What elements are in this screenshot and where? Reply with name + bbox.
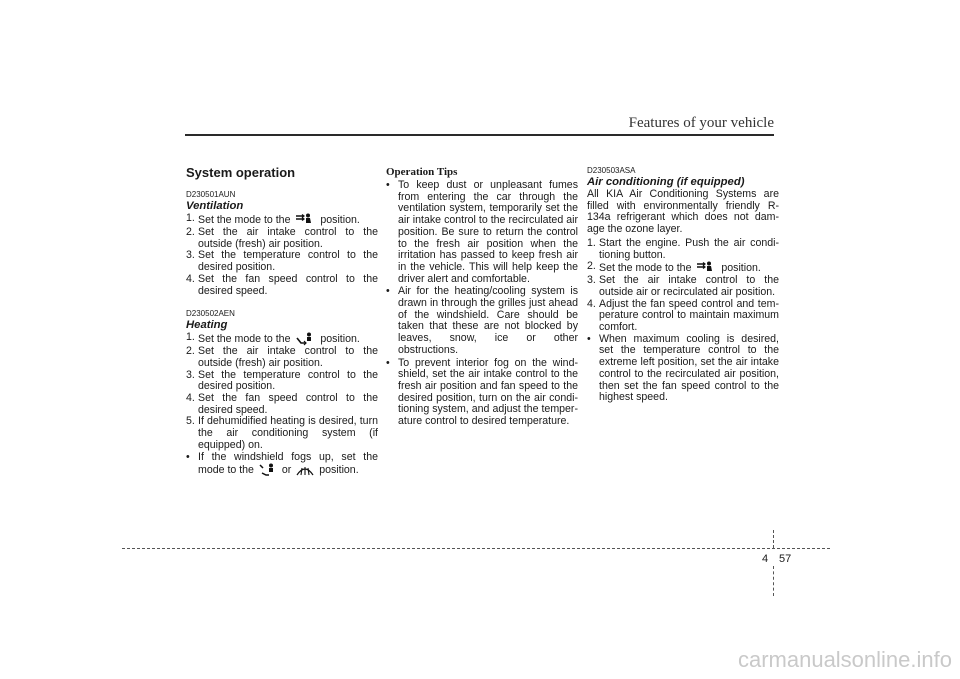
bullet-text: or bbox=[281, 464, 292, 477]
step-number: 2. bbox=[587, 260, 596, 273]
step-number: 3. bbox=[186, 249, 195, 262]
bullet-dot: • bbox=[186, 450, 190, 463]
list-item bbox=[587, 299, 779, 334]
step-number: 4. bbox=[186, 392, 195, 405]
list-item bbox=[386, 286, 578, 356]
bullet-dot: • bbox=[386, 179, 390, 191]
step-text: Set the mode to the bbox=[599, 262, 692, 275]
heating-bullets bbox=[186, 452, 378, 478]
step-text: Set the fan speed control to the desired speed. bbox=[198, 272, 378, 297]
section-title: System operation bbox=[186, 165, 296, 180]
step-number: 2. bbox=[186, 345, 195, 358]
step-text: Set the mode to the bbox=[198, 333, 291, 346]
bullet-text: To prevent interior fog on the wind-shield, set the air intake control to the fresh air position and fan speed to the desired position, turn on the air condi-tioning system, and adjust the temper-ature control to desired temperature. bbox=[398, 356, 578, 428]
step-text: Start the engine. Push the air condi-tioning button. bbox=[599, 236, 779, 261]
step-text: Adjust the fan speed control and tem-perature control to maintain maximum comfort. bbox=[599, 297, 779, 334]
step-text: Set the temperature control to the desired position. bbox=[198, 368, 378, 393]
step-text: position. bbox=[320, 213, 360, 226]
column-left bbox=[186, 166, 378, 477]
tips-title: Operation Tips bbox=[386, 166, 458, 178]
step-number: 3. bbox=[587, 274, 596, 287]
page-number: 57 bbox=[779, 553, 792, 565]
column-middle bbox=[386, 166, 578, 429]
step-number: 1. bbox=[186, 212, 195, 224]
bullet-text: Air for the heating/cooling system is drawn in through the grilles just ahead of the windshield. Care should be taken that these are not blocked by leaves, snow, ice or other obstructions. bbox=[398, 285, 578, 356]
list-item bbox=[186, 332, 378, 346]
floor-defrost-mode-icon bbox=[258, 463, 278, 477]
ac-title: Air conditioning (if equipped) bbox=[587, 176, 745, 188]
heating-title: Heating bbox=[186, 319, 228, 332]
step-number: 2. bbox=[186, 226, 195, 238]
list-item bbox=[587, 261, 779, 275]
heating-steps bbox=[186, 332, 378, 451]
step-number: 4. bbox=[186, 272, 195, 285]
bullet-dot: • bbox=[587, 332, 591, 345]
list-item bbox=[587, 238, 779, 261]
list-item bbox=[186, 274, 378, 297]
list-item bbox=[186, 213, 378, 227]
chapter-number: 4 bbox=[762, 553, 769, 565]
face-vent-mode-icon bbox=[695, 261, 717, 275]
step-number: 1. bbox=[587, 236, 596, 249]
list-item bbox=[186, 250, 378, 273]
step-number: 3. bbox=[186, 368, 195, 381]
step-text: Set the air intake control to the outside (fresh) air position. bbox=[198, 226, 378, 250]
list-item bbox=[386, 180, 578, 285]
step-text: If dehumidified heating is desired, turn the air conditioning system (if equipped) on. bbox=[198, 415, 378, 451]
list-item bbox=[186, 452, 378, 478]
list-item bbox=[587, 275, 779, 298]
ventilation-code: D230501AUN bbox=[186, 190, 236, 199]
column-right bbox=[587, 166, 779, 404]
step-text: Set the air intake control to the outside air or recirculated air position. bbox=[599, 274, 779, 298]
ventilation-steps bbox=[186, 213, 378, 297]
face-vent-mode-icon bbox=[294, 213, 316, 227]
footer-rule bbox=[122, 548, 830, 549]
step-text: position. bbox=[721, 262, 761, 275]
step-number: 4. bbox=[587, 297, 596, 310]
ac-intro: All KIA Air Conditioning Systems are filled with environmentally friendly R-134a refrigerant which does not dam-age the ozone layer. bbox=[587, 188, 779, 236]
list-item bbox=[186, 346, 378, 369]
tips-list bbox=[386, 180, 578, 428]
step-text: Set the mode to the bbox=[198, 213, 291, 226]
floor-mode-icon bbox=[294, 332, 316, 346]
list-item bbox=[186, 416, 378, 451]
list-item bbox=[186, 370, 378, 393]
bullet-dot: • bbox=[386, 356, 390, 369]
page-marker-line bbox=[773, 530, 774, 548]
ac-code: D230503ASA bbox=[587, 166, 636, 175]
header-rule bbox=[185, 134, 774, 136]
step-text: position. bbox=[320, 333, 360, 346]
bullet-dot: • bbox=[386, 285, 390, 298]
list-item bbox=[587, 334, 779, 404]
step-number: 5. bbox=[186, 415, 195, 428]
list-item bbox=[186, 393, 378, 416]
bullet-text: position. bbox=[319, 464, 359, 477]
page-marker-line bbox=[773, 566, 774, 596]
list-item bbox=[386, 358, 578, 428]
ac-steps bbox=[587, 238, 779, 334]
list-item bbox=[186, 227, 378, 250]
defrost-mode-icon bbox=[295, 463, 315, 477]
bullet-text: To keep dust or unpleasant fumes from entering the car through the ventilation system, temporarily set the air intake control to the recirculated air position. Be sure to return the control to the fresh air position when the irritation has passed to keep fresh air in the vehicle. This will help keep the driver alert and comfortable. bbox=[398, 179, 578, 285]
bullet-text: When maximum cooling is desired, set the temperature control to the extreme left position, set the air intake control to the recirculated air position, then set the fan speed control to the highest speed. bbox=[599, 332, 779, 404]
ventilation-title: Ventilation bbox=[186, 200, 244, 212]
step-text: Set the fan speed control to the desired speed. bbox=[198, 392, 378, 416]
step-number: 1. bbox=[186, 331, 195, 344]
watermark: carmanualsonline.info bbox=[737, 647, 952, 672]
step-text: Set the temperature control to the desired position. bbox=[198, 249, 378, 274]
header-title: Features of your vehicle bbox=[628, 115, 774, 131]
step-text: Set the air intake control to the outside (fresh) air position. bbox=[198, 345, 378, 369]
ac-bullets bbox=[587, 334, 779, 404]
heating-code: D230502AEN bbox=[186, 309, 235, 319]
bullet-text: If the windshield fogs up, set the mode to the bbox=[198, 450, 378, 477]
